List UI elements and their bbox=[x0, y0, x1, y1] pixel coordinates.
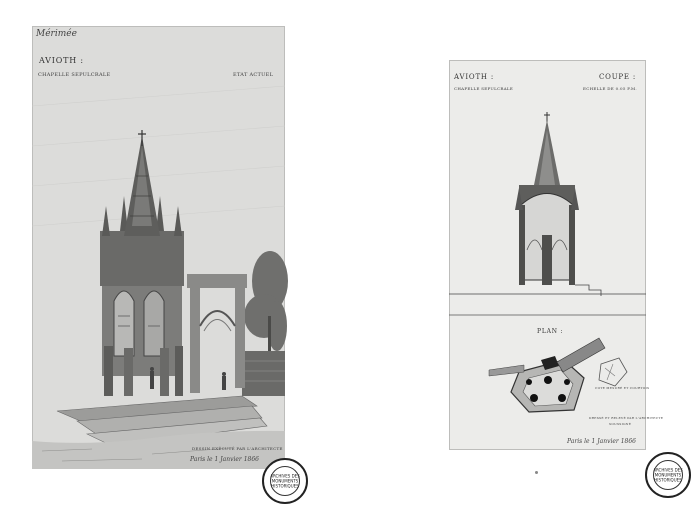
section-plan-sheet bbox=[449, 60, 664, 450]
scale-label: ECHELLE DE 0.05 P.M. bbox=[583, 86, 637, 91]
stamp-text: ARCHIVES DES MONUMENTS HISTORIQUES bbox=[653, 467, 683, 483]
sheet-subtitle: CHAPELLE SEPULCRALE bbox=[454, 86, 514, 91]
plan-note: COTE MESURÉ ET COURTOIS bbox=[595, 386, 650, 390]
caption-line-1: DRESSÉ ET RELEVÉ PAR L'ARCHITECTE bbox=[589, 416, 664, 420]
signature: Paris le 1 Janvier 1866 bbox=[567, 438, 636, 445]
bottom-signature: Paris le 1 Janvier 1866 bbox=[190, 456, 259, 463]
archive-stamp-left bbox=[262, 458, 308, 504]
top-signature: Mérimée bbox=[36, 29, 77, 39]
chapel-elevation-drawing bbox=[32, 26, 285, 469]
sheet-subtitle: CHAPELLE SEPULCRALE bbox=[38, 72, 111, 78]
stamp-text: ARCHIVES DES MONUMENTS HISTORIQUES bbox=[270, 473, 300, 489]
archive-stamp-right bbox=[645, 452, 691, 498]
chapel-section-and-plan bbox=[449, 60, 646, 450]
plan-title: PLAN : bbox=[537, 328, 564, 335]
sheet-state-label: ETAT ACTUEL bbox=[233, 72, 274, 78]
sheet-title: AVIOTH : bbox=[39, 56, 84, 65]
speck-mark bbox=[535, 471, 538, 474]
caption-line-2: SOUSSIGNÉ bbox=[609, 422, 632, 426]
elevation-drawing-sheet bbox=[32, 26, 285, 469]
section-title: COUPE : bbox=[599, 73, 636, 81]
sheet-title: AVIOTH : bbox=[454, 73, 495, 81]
drawing-caption: DESSIN EXÉCUTÉ PAR L'ARCHITECTE bbox=[192, 446, 283, 451]
